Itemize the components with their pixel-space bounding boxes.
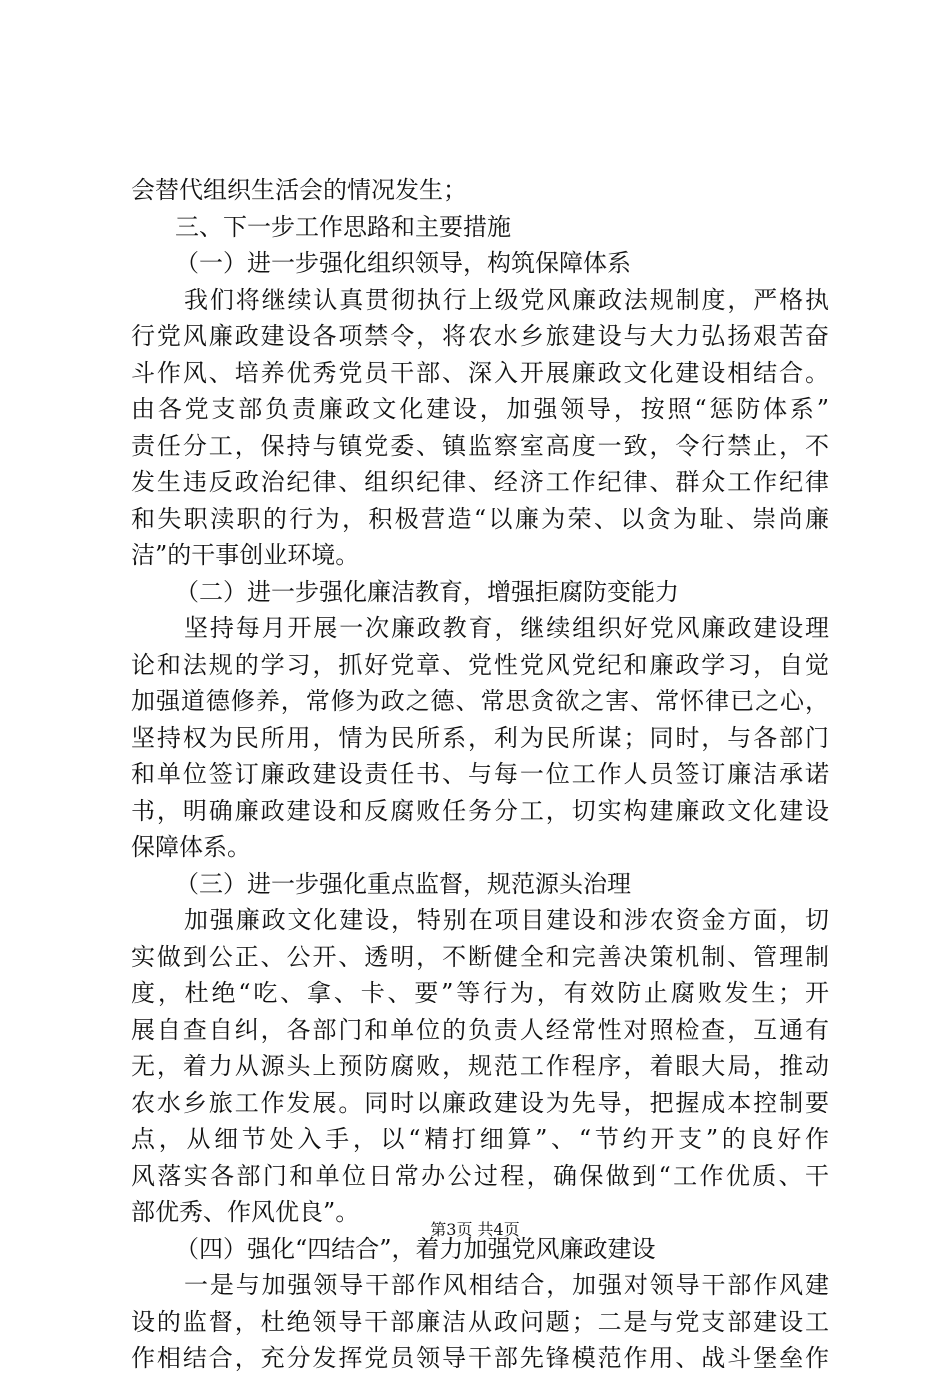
document-body xyxy=(131,172,829,1377)
text-line: 行党风廉政建设各项禁令，将农水乡旅建设与大力弘扬艰苦奋 xyxy=(131,322,829,350)
text-line: 和单位签订廉政建设责任书、与每一位工作人员签订廉洁承诺 xyxy=(131,760,829,788)
text-line: 无，着力从源头上预防腐败，规范工作程序，着眼大局，推动 xyxy=(131,1052,829,1080)
text-line: 加强廉政文化建设，特别在项目建设和涉农资金方面，切 xyxy=(184,906,829,934)
text-line: 点，从细节处入手，以“精打细算”、“节约开支”的良好作 xyxy=(131,1125,829,1153)
text-line: 洁”的干事创业环境。 xyxy=(131,541,360,569)
text-line: 由各党支部负责廉政文化建设，加强领导，按照“惩防体系” xyxy=(131,395,829,423)
text-line: 展自查自纠，各部门和单位的负责人经常性对照检查，互通有 xyxy=(131,1015,829,1044)
text-line: 会替代组织生活会的情况发生； xyxy=(131,176,467,204)
text-line: 坚持权为民所用，情为民所系，利为民所谋；同时，与各部门 xyxy=(131,723,829,752)
text-line: （四）强化“四结合”，着力加强党风廉政建设 xyxy=(175,1234,656,1263)
text-line: 实做到公正、公开、透明，不断健全和完善决策机制、管理制 xyxy=(131,942,829,971)
text-line: 责任分工，保持与镇党委、镇监察室高度一致，令行禁止，不 xyxy=(131,431,829,460)
text-line: （一）进一步强化组织领导，构筑保障体系 xyxy=(175,249,631,277)
text-line: 我们将继续认真贯彻执行上级党风廉政法规制度，严格执 xyxy=(184,285,829,314)
text-line: 斗作风、培养优秀党员干部、深入开展廉政文化建设相结合。 xyxy=(131,358,829,387)
text-line: 作相结合，充分发挥党员领导干部先锋模范作用、战斗堡垒作 xyxy=(131,1344,829,1372)
text-line: （三）进一步强化重点监督，规范源头治理 xyxy=(175,869,631,898)
text-line: 风落实各部门和单位日常办公过程，确保做到“工作优质、干 xyxy=(131,1161,829,1190)
text-line: 三、下一步工作思路和主要措施 xyxy=(175,212,511,241)
text-line: 加强道德修养，常修为政之德、常思贪欲之害、常怀律已之心， xyxy=(131,687,829,715)
page-footer: 第3页 共4页 xyxy=(430,1220,520,1239)
text-line: 部优秀、作风优良”。 xyxy=(131,1198,360,1226)
text-line: 和失职渎职的行为，积极营造“以廉为荣、以贪为耻、崇尚廉 xyxy=(131,504,829,533)
text-line: （二）进一步强化廉洁教育，增强拒腐防变能力 xyxy=(175,577,679,606)
text-line: 发生违反政治纪律、组织纪律、经济工作纪律、群众工作纪律 xyxy=(131,468,829,496)
text-line: 设的监督，杜绝领导干部廉洁从政问题；二是与党支部建设工 xyxy=(131,1307,829,1336)
text-line: 论和法规的学习，抓好党章、党性党风党纪和廉政学习，自觉 xyxy=(131,650,829,679)
text-line: 保障体系。 xyxy=(131,833,251,861)
text-line: 书，明确廉政建设和反腐败任务分工，切实构建廉政文化建设 xyxy=(131,796,829,825)
text-line: 度，杜绝“吃、拿、卡、要”等行为，有效防止腐败发生；开 xyxy=(131,979,829,1007)
text-line: 坚持每月开展一次廉政教育，继续组织好党风廉政建设理 xyxy=(184,614,829,642)
text-line: 一是与加强领导干部作风相结合，加强对领导干部作风建 xyxy=(184,1271,829,1299)
text-line: 农水乡旅工作发展。同时以廉政建设为先导，把握成本控制要 xyxy=(131,1088,829,1117)
